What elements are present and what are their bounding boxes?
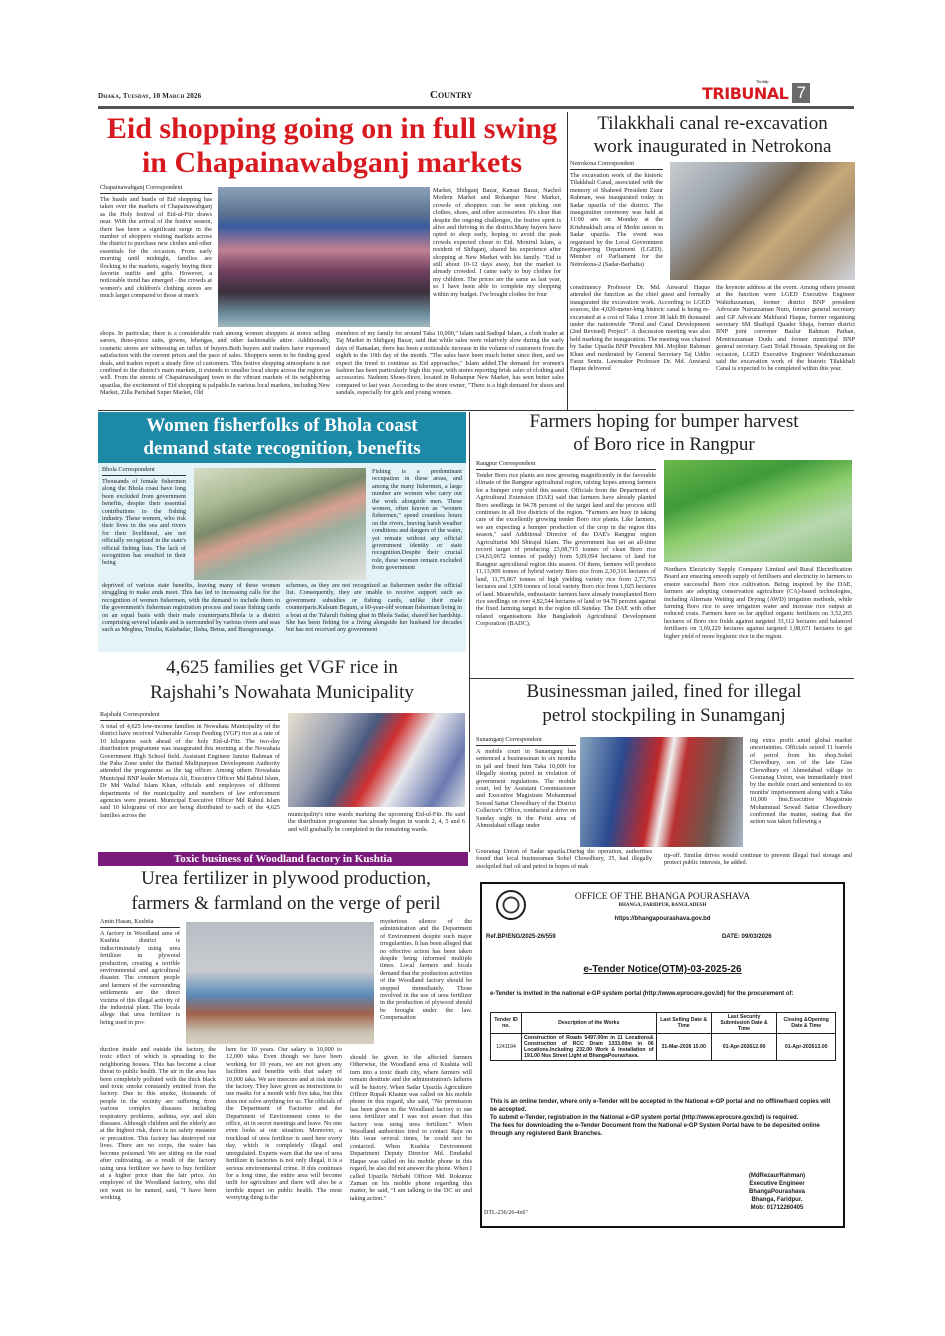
- article-body-col1b: duction inside and outside the factory, the toxic effect of which is spreading to the neighboring houses. This has become a clear threat to public health. The air in the area has been completely polluted with the thick black and toxic smoke constantly emitted from the factory. Due to this smoke, thousands of people in the vicinity are suffering from various complex diseases including respiratory problems, asthma, eye and skin diseases. Although children and the elderly are at the highest risk, there is no safety measure or precaution. This factory has destroyed our lives. There are no crops, the water has become poisoned. We are sitting on the road after cultivating, as a result of the factory using urea fertilizer we have to buy fertilizer at a higher price than the fair price. An employee of the Woodland factory, who did not want to be named, said, "I have been working: [100, 1046, 216, 1202]
- tender-notice-ad: [480, 882, 845, 1228]
- newspaper-logo: [702, 78, 810, 103]
- tender-note-1: This is an online tender, where only e-Tender will be accepted in the National e-GP portal and no offline/hard copies will be accepted.: [490, 1099, 831, 1113]
- tender-table: [490, 1012, 836, 1061]
- signatory-mobile: Mob: 01712260405: [750, 1205, 804, 1211]
- cell-tender-id: 1241194: [491, 1034, 522, 1061]
- th-tender-id: Tender ID no.: [491, 1013, 522, 1034]
- headline-line-2: Rajshahi’s Nowahata Municipality: [150, 682, 414, 703]
- article-body-col3b: members of my family for around Taka 10,000," Islam said.Sadiqul Islam, a cloth trader at Taj Market in Shibganj Bazar, said that while sales were relatively slow during the early days of Ramadan, there has been a noticeable increase in the volume of customers from the eighth to the 10th day of the month. "The sales have been much better since then, and we expect the trend to continue as Eid approaches," Islam added.The demand for women's fashion has been particularly high this year, with stores reporting brisk sales of clothing and accessories. Nadeem Shoes-Store, located in Rohanpur New Market, has seen better sales compared to last year. According to the store owner, "There is a high demand for shoes and sandals, especially for girls and young women.: [336, 330, 564, 397]
- signatory-place: Bhanga, Faridpur.: [751, 1197, 803, 1203]
- article-vgf-rice: [98, 655, 466, 855]
- byline: Amin Hasan, Kushtia: [100, 918, 180, 928]
- tender-title: e-Tender Notice(OTM)-03-2025-26: [583, 964, 742, 975]
- byline: Chapainawabganj Correspondent: [100, 184, 212, 194]
- section-rule: [470, 678, 854, 679]
- cell-last-selling: 31-Mar-2026 15.00: [656, 1034, 711, 1061]
- article-body-col3b: schemes, as they are not recognized as fishermen under the official list. Consequently, they are unable to receive support such as government subsidies or fishing cards, unlike their male counterparts.Kulsum Begum, a 60-year-old woman fisherman living in a boat at the Tularuli fishing ghat in Bhola Sadar, shared her hardship. She has been fishing for a living alongside her husband for decades but has not received any government: [286, 582, 462, 634]
- th-closing-opening: Closing &Opening Date & Time: [777, 1013, 836, 1034]
- photo-eid-market: [218, 187, 430, 327]
- column-rule: [567, 112, 568, 410]
- headline-line-1: Tilakkhali canal re-excavation: [597, 113, 828, 134]
- byline: Bhola Correspondent: [102, 466, 186, 476]
- article-body-col3: mysterious silence of the administration and the Department of Environment despite such major irregularities. It has been alleged that no effective action has been taken despite being informed multiple times. Local farmers and locals demand that the production activities of the Woodland factory should be stopped immediately. Those involved in the use of urea fertilizer in the production of plywood should be brought under the law. Compensation: [380, 918, 472, 1022]
- article-body-col3b: should be given to the affected farmers Otherwise, the Woodland area of Kushtia will turn into a toxic death city, where farmers will remain destitute and the administration's failures will be history. When Sadar Upazila Agriculture Officer Rupali Khatun was called on his mobile phone in this regard, she said, "No permission has been given to the Woodland factory to use urea fertilizer and I was not aware that this factory was using urea fertilizer." When Woodland authorities tried to contact Raju on this issue several times, he could not be contacted. When Kushtia Environment Department Deputy Director Md. Emdadul Haque was called on his mobile phone in this regard, he also did not answer the phone. When I called Upazila Nirbahi Officer Md. Rokunuz Zaman on his mobile phone regarding this matter, he said, "I am talking to the DC sir and taking action.": [350, 1054, 472, 1202]
- article-body-col3b: tip-off. Similar drives would continue to prevent illegal fuel storage and protect public interests, he added.: [664, 852, 852, 867]
- tender-notes: [490, 1098, 836, 1138]
- photo-petrol-barrels: [580, 737, 743, 847]
- photo-canal-inauguration: [670, 162, 855, 280]
- signatory-name: (MdRezaurRahman): [748, 1173, 806, 1179]
- th-last-selling: Last Selling Date & Time: [656, 1013, 711, 1034]
- headline-line-1: 4,625 families get VGF rice in: [166, 657, 398, 678]
- page-number: 7: [792, 83, 810, 103]
- article-body-col1: The hustle and bustle of Eid shopping has taken over the markets of Chapainawabganj as the Holy festival of Eid-ul-Fitr draws near. With the arrival of the festive season, there has been a significant surge in the number of shoppers visiting markets across the district to purchase new clothes and other essentials for the occasion. From early morning until midnight, families are flocking to the markets, eagerly buying their favorite outfits and gifts. However, a noticeable trend has emerged - the crowds at women's and children's clothing stores are much larger compared to those at men's: [100, 196, 212, 300]
- th-last-security: Last Security Submission Date & Time: [711, 1013, 777, 1034]
- tender-signatory: [712, 1172, 842, 1212]
- headline-line-1: Urea fertilizer in plywood production,: [141, 868, 431, 889]
- article-body-col1: The excavation work of the historic Tilakkhali Canal, associated with the memory of Shaheed President Ziaur Rahman, was inaugurated today in Sadar upazila of the district. The inauguration ceremony was held at 11:00 am on Monday at the Krishnakhali area of Medni union in Sadar upazila. The event was organised by the Local Government Engineering Department (LGED). Member of Parliament for the Netrokona-2 (Sadar-Barhatta): [570, 172, 663, 268]
- photo-woman-fisher: [194, 468, 366, 580]
- article-urea-plywood: [98, 866, 474, 1246]
- ad-code: DTL-236/26-4x6": [484, 1210, 528, 1216]
- headline-line-1: Businessman jailed, fined for illegal: [526, 681, 802, 702]
- cell-description: Construction of Roads 5497.00m in 11 Locations& Construction of RCC Drain 1333.00m in 06 Locations.Including 232.00 Work & Installation of 191.00 Nos Street Light at BhangaPourashava.: [522, 1034, 657, 1061]
- article-body-col3: ing extra profit amid global market uncertainties. Officials seized 11 barrels of petrol from his shop.Sohel Chowdhury, son of the late Gias Chowdhury of Ahmedabad village in Gouranag Union, was immediately tried by the mobile court and sentenced to six months' imprisonment along with a Taka 10,000 fine.Executive Magistrate Mohammad Sowad Sattar Chowdhury confirmed the matter, stating that the action was taken following a: [750, 737, 852, 826]
- headline-line-2: farmers & farmland on the verge of peril: [131, 893, 441, 914]
- logo-wordmark: The daily TRIBUNAL: [702, 78, 789, 103]
- th-description: Description of the Works: [522, 1013, 657, 1034]
- article-body-col1b: shops. In particular, there is a considerable rush among women shoppers at stores selling sarees, three-piece suits, gowns, lehengas, and other fashionable attire. Additionally, cosmetic stores are witnessing an influx of buyers.Both buyers and traders have expressed satisfaction with the current prices and the pace of sales. Shoppers seem to be finding good deals, and traders report a steady flow of customers. This festive shopping atmosphere is not confined to the district's main markets, it extends to smaller local shops across the region as well. From the streets of Chapainawabganj town to the vibrant markets of its neighboring upazilas, the excitement of Eid shopping is palpable.In various local markets, including New Market, Zilla Parishad Super Market, Old: [100, 330, 330, 397]
- headline-line-2: work inaugurated in Netrokona: [593, 136, 832, 157]
- tender-office: OFFICE OF THE BHANGA POURASHAVA: [574, 892, 751, 902]
- article-body-col1: A total of 4,625 low-income families in Nowahata Municipality of the district have received Vulnerable Group Feeding (VGF) rice at a rate of 10 kilograms each ahead of the holy Eid-ul-Fitr. The two-day distribution programme was inaugurated this morning at the Nowahata Government High School field. Assistant Engineer Jamiur Rahman of the Paba Zone under the Barind Multipurpose Development Authority attended the programme as the tag officer. Among others Nowahata Municipal BNP leader Mortuza Ali, Executive Officer Md Rabiul Islam, Dr Md Waliul Islam Khan, officials and employees of different departments of the municipality and members of law enforcement agencies were present. Municipal Executive Officer Md Rabiul Islam said 10 kilograms of rice are being distributed to each of the 4,625 families across the: [100, 723, 280, 819]
- photo-woodland-factory: [186, 922, 374, 1044]
- byline: Netrokona Correspondent: [570, 160, 663, 170]
- photo-vgf-distribution: [288, 713, 465, 807]
- tender-website-link[interactable]: https://bhangapourashava.gov.bd: [614, 916, 711, 922]
- headline-line-2: petrol stockpiling in Sunamganj: [542, 705, 786, 726]
- article-tilakkhali-canal: [570, 112, 855, 408]
- tender-date: DATE: 09/03/2026: [722, 934, 772, 940]
- article-eid-shopping: [98, 112, 566, 408]
- tender-intro: e-Tender is invited in the national e-GP system portal (http://www.eprocure.gov.bd) for the procurement of:: [490, 991, 794, 997]
- article-body-col2: Northern Electricity Supply Company Limited and Rural Electrification Board are ensuring smooth supply of fertilisers and electricity to farmers to ensure successful Boro rice cultivation. Being inspired by the DAE, farmers are adopting conservation agriculture (CA)-based technologies, including Alternate Wetting and Drying (AWD) irrigation methods, while farming Boro rice to save irrigation water and increase rice output at reduced costs. Farmers have so far applied organic fertilisers on 3,52,265 hectares of Boro rice fields against targeted 33,112 hectares and balanced fertilisers on 3,69,229 hectares against targeted 1,98,671 hectares to get higher yield of more hygienic rice in the region.: [664, 566, 852, 640]
- article-body-col3: Market, Shibganj Bazar, Kansat Bazar, Nachol Modern Market and Rohanpur New Market, crowds of shoppers can be seen picking out clothes, shoes, and other accessories. It's clear that despite the ongoing challenges, the festive spirit is alive and thriving in the district.Many buyers have opted to shop early, hoping to avoid the peak crowds expected closer to Eid. Monirul Islam, a resident of Shibganj, shared his experience after shopping at New Market with his family. "Eid is still about 10-12 days away, but the market is already crowded. I came early to buy clothes for my children. The prices are the same as last year, so I have been able to complete my shopping within my budget. I've bought clothes for four: [433, 187, 561, 298]
- section-title: Country: [430, 89, 473, 101]
- headline-line-2: of Boro rice in Rangpur: [573, 434, 755, 455]
- photo-rice-field: [664, 460, 852, 562]
- headline-line-2: demand state recognition, benefits: [143, 438, 421, 459]
- article-bhola-women-fishers: [98, 412, 466, 652]
- article-body-col1b: deprived of various state benefits, leaving many of these women struggling to make ends meet. This has led to increasing calls for the recognition of women fishermen, with the demand to include them in the government's fisherman registration process and issue fishing cards on an equal basis with their male counterparts.Bhola is a district comprising several islands and is surrounded by various rivers and seas such as Meghna, Tetulia, Kalabadar, Ilisha, Betua, and Buragouranga.: [102, 582, 280, 634]
- tender-ref: Ref.BP/ENG/2025-26/559: [486, 934, 556, 940]
- byline: Rangpur Correspondent: [476, 460, 656, 470]
- headline-banner: [98, 412, 466, 463]
- headline-line-1: Farmers hoping for bumper harvest: [529, 411, 799, 432]
- headline-line-1: Eid shopping going on in full swing: [106, 112, 558, 145]
- article-body-col2: the keynote address at the event. Among others present at the function were LGED Executive Engineer Wahiduzzaman, former district BNP president Advocate Nuruzzaman Nuru, former general secretary and GP Advocate Mahfuzul Haque, former organising secretary SM Shafiqul Quader Shuja, former district BNP joint convener Bazlur Rahman Pathan, Moniruzzaman Dudu and former municipal BNP general secretary Gazi Tofail Hossain. Speaking on the occasion, LGED Executive Engineer Wahiduzzaman said the excavation work of the historic Tilakkhali Canal is expected to be completed within this year.: [716, 284, 855, 373]
- article-boro-rice: [474, 410, 854, 678]
- signatory-org: BhangaPourashava: [748, 1189, 806, 1195]
- article-body-col1: Tender Boro rice plants are now growing magnificently in the favorable climate of the Rangpur agricultural region, raising hopes among farmers for a bumper crop yield this season. Officials from the Department of Agricultural Extension (DAE) said that farmers have already planted Boro seedlings in 94.78 percent of the target land and the process still continues in all five districts of the region. "Farmers are busy in taking care of the excellently growing tender Boro rice plants. Like farmers, we are expecting a bumper production of the crop in the region this season," said Additional Director of the DAE's Rangpur region Agriculturist Md Shirajul Islam. The government has set an all-time record target of producing 23,08,715 tonnes of clean Boro rice (34,63,0672 tonnes of paddy) from 5,09,094 hectares of land for Rangpur agricultural region this season. Of them, farmers will produce 11,13,909 tonnes of hybrid variety Boro rice from 2,30,316 hectares of land, 11,75,867 tonnes of high yielding variety rice from 2,77,753 hectares and 1,939 tonnes of local variety Boro rice from 1,025 hectares of land. Meanwhile, enthusiastic farmers have already transplanted Boro rice seedlings on over 4,82,544 hectares of land or 94.78 percent against the fixed farming target in the region till Sunday. The DAE with other related organisations like Bangladesh Agricultural Development Corporation (BADC),: [476, 472, 656, 628]
- article-body-col1: A mobile court in Sunamganj has sentenced a businessman to six months in jail and fined him Taka 10,000 for illegally storing petrol in violation of government regulations. The mobile court, led by Assistant Commissioner and Executive Magistrate Mohammad Sowad Sattar Chowdhury of the District Collector's Office, conducted a drive on Sunday night in the Point area of Ahmedabad village under: [476, 748, 576, 830]
- kicker-banner: Toxic business of Woodland factory in Kushtia: [98, 852, 468, 866]
- headline-line-2: in Chapainawabganj markets: [141, 146, 523, 179]
- issue-date: Dhaka, Tuesday, 10 March 2026: [98, 92, 202, 100]
- article-body-col2: here for 10 years. Our salary is 10,000 to 12,000 taka. Even though we have been working for 10 years, we are not given any facilities and benefits with that salary of 10,000 taka. We are insecure and at risk inside the factory. They have given us instructions to use masks for a month with five taka, but this does not solve anything for us. The officials of the Department of Factories and the Department of Environment come to the office, sit in secret meetings and leave. No one even looks at our situation. Moreover, a truckload of urea fertilizer is used here every day, which is completely illegal and unregulated. Experts warn that the use of urea fertilizer in factories is not only illegal, it is a serious environmental crime. If this continues for a long time, the entire area will become unfit for agriculture and there will also be a terrible impact on public health. The most worrying thing is the: [226, 1046, 342, 1202]
- byline: Rajshahi Correspondent: [100, 711, 280, 721]
- table-row: [491, 1034, 836, 1061]
- article-petrol-stockpiling: [474, 680, 854, 878]
- cell-closing-opening: 01-Apr-202613.00: [777, 1034, 836, 1061]
- headline-line-1: Women fisherfolks of Bhola coast: [146, 415, 418, 436]
- article-body-col1: Thousands of female fishermen along the Bhola coast have long been excluded from government benefits, despite their essential contributions to the fishing industry. These women, who risk their lives in the sea and rivers for their livelihood, are not officially recognized in the state's official fishing lists. The lack of recognition has resulted in their being: [102, 478, 186, 567]
- tender-note-2: To submit e-Tender, registration in the National e-GP system portal (http://www.eprocure.gov.bd) is required.: [490, 1115, 799, 1121]
- article-body-col2: municipality's nine wards marking the upcoming Eid-ul-Fitr. He said the distribution programme has already begun in wards 2, 4, 5 and 6 and will gradually be completed in the remaining wards.: [288, 811, 465, 833]
- article-body-col1b: constituency Professor Dr. Md. Anwarul Haque attended the function as the chief guest and formally inaugurated the excavation work. According to LGED sources, the 4,020-meter-long historic canal is being re-excavated at a cost of Taka 1 crore 38 lakh 86 thousand under the nationwide "Pond and Canal Development (2nd Revised) Project". A discussion meeting was also held marking the inauguration. The meeting was chaired by Sadar Upazila BNP President Md. Mojibur Rahman Khan and moderated by General Secretary Taj Uddin Faraz Sentu. Lawmaker Professor Dr. Md. Anwarul Haque delivered: [570, 284, 710, 373]
- masthead-rule: [98, 106, 854, 109]
- tender-address: BHANGA, FARIDPUR, BANGLADESH: [618, 903, 707, 908]
- article-body-col3: Fishing is a predominant occupation in these areas, and among the many fishermen, a large number are women who carry out the work alongside men. These women, often known as "women fishermen," spend countless hours on the rivers, braving harsh weather conditions and dangers of the water, yet remain without any official government identity or state recognition.Despite their crucial role, these women remain excluded from government: [372, 468, 462, 572]
- cell-last-security: 01-Apr-202612.00: [711, 1034, 777, 1061]
- article-body-col1: A factory in Woodland area of Kushtia district is indiscriminately using urea fertilizer in plywood production, creating a terrible environmental and agricultural disaster. The common people and farmers of the surrounding settlements are the direct victims of this illegal activity of the industrial plant. The locals allege that urea fertilizer is being used in pro-: [100, 930, 180, 1026]
- byline: Sunamganj Correspondent: [476, 736, 576, 746]
- tender-note-3: The fees for downloading the e-Tender Document from the National e-GP System Portal have to be deposited online through any registered Bank Branches.: [490, 1123, 820, 1137]
- article-body-col1b: Gouranag Union of Sadar upazila.During the operation, authorities found that local businessman Sohel Chowdhury, 35, had illegally stockpiled fuel oil and petrol in hopes of mak: [476, 848, 652, 870]
- signatory-title: Executive Engineer: [749, 1181, 805, 1187]
- column-rule: [469, 412, 470, 852]
